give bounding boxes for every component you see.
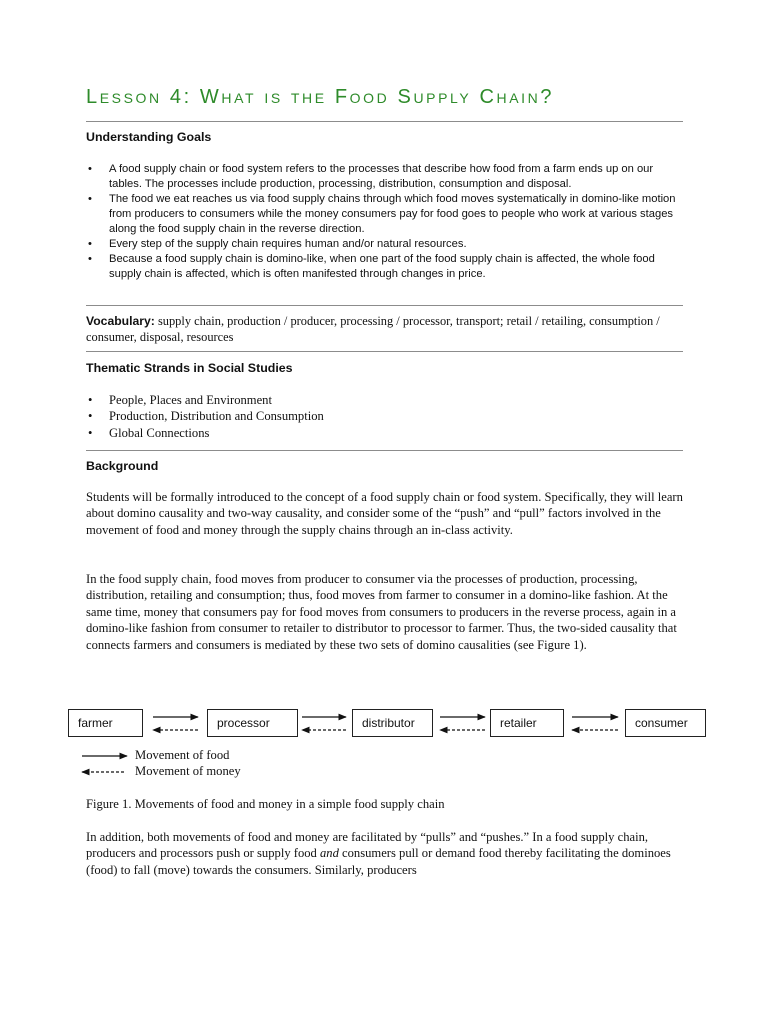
addition-paragraph <box>86 829 690 878</box>
thematic-strands-heading: Thematic Strands in Social Studies <box>86 361 293 375</box>
background-heading: Background <box>86 459 159 473</box>
list-item: • Global Connections <box>86 425 586 441</box>
list-item: • A food supply chain or food system refers to the processes that describe how food from a farm ends up on our tables. The processes include production, processing, distribution, consumption and disposal. <box>86 162 686 192</box>
divider <box>86 305 683 306</box>
vocabulary-paragraph <box>86 313 686 345</box>
list-item: • Production, Distribution and Consumption <box>86 408 586 424</box>
understanding-goals-list <box>86 162 686 282</box>
node-retailer: retailer <box>490 709 564 737</box>
node-farmer: farmer <box>68 709 143 737</box>
vocabulary-text: supply chain, production / producer, processing / processor, transport; retail / retailing, consumption / consumer, disposal, resources <box>86 314 660 344</box>
list-item: • Because a food supply chain is domino-like, when one part of the food supply chain is affected, the whole food supply chain is affected, which is often manifested through changes in price. <box>86 252 686 282</box>
divider <box>86 351 683 352</box>
figure-caption: Figure 1. Movements of food and money in a simple food supply chain <box>86 797 445 811</box>
divider <box>86 121 683 122</box>
list-item: • People, Places and Environment <box>86 392 586 408</box>
background-paragraph-1: Students will be formally introduced to the concept of a food supply chain or food system. Specifically, they will learn about domino causality and two-way causality, and consider some of the “push” and “pull” factors involved in the movement of food and money through the supply chains through an in-class activity. <box>86 490 683 537</box>
legend-food-label: Movement of food <box>135 748 230 762</box>
divider <box>86 450 683 451</box>
thematic-strands-list <box>86 392 586 441</box>
addition-emphasis: and <box>320 846 339 861</box>
list-item: • The food we eat reaches us via food supply chains through which food moves systematically in domino-like motion from producers to consumers while the money consumers pay for food goes to people who work at various stages along the food supply chain in the reverse direction. <box>86 192 686 237</box>
flow-arrows <box>0 700 768 790</box>
addition-text-end: consumers pull or demand food thereby facilitating the dominoes (food) to fall (move) towards the consumers. Similarly, producers <box>86 846 671 877</box>
node-distributor: distributor <box>352 709 433 737</box>
understanding-goals-heading: Understanding Goals <box>86 130 212 144</box>
node-processor: processor <box>207 709 298 737</box>
addition-text-start: In addition, both movements of food and money are facilitated by “pulls” and “pushes.” In a food supply chain, producers and processors push or supply food <box>86 830 649 861</box>
vocabulary-label: Vocabulary: <box>86 314 155 328</box>
node-consumer: consumer <box>625 709 706 737</box>
background-paragraph-2: In the food supply chain, food moves from producer to consumer via the processes of production, processing, distribution, retailing and consumption; thus, food moves from farmer to consumer in a domino-like fashion. At the same time, money that consumers pay for food moves from consumers to producers in the reverse process, again in a domino-like fashion from consumer to retailer to distributor to processor to farmer. Thus, the two-sided causality that connects farmers and consumers is mediated by these two sets of domino causalities (see Figure 1). <box>86 572 677 652</box>
list-item: • Every step of the supply chain requires human and/or natural resources. <box>86 237 686 252</box>
legend-money-label: Movement of money <box>135 764 241 778</box>
lesson-title: Lesson 4: What is the Food Supply Chain? <box>86 86 555 108</box>
